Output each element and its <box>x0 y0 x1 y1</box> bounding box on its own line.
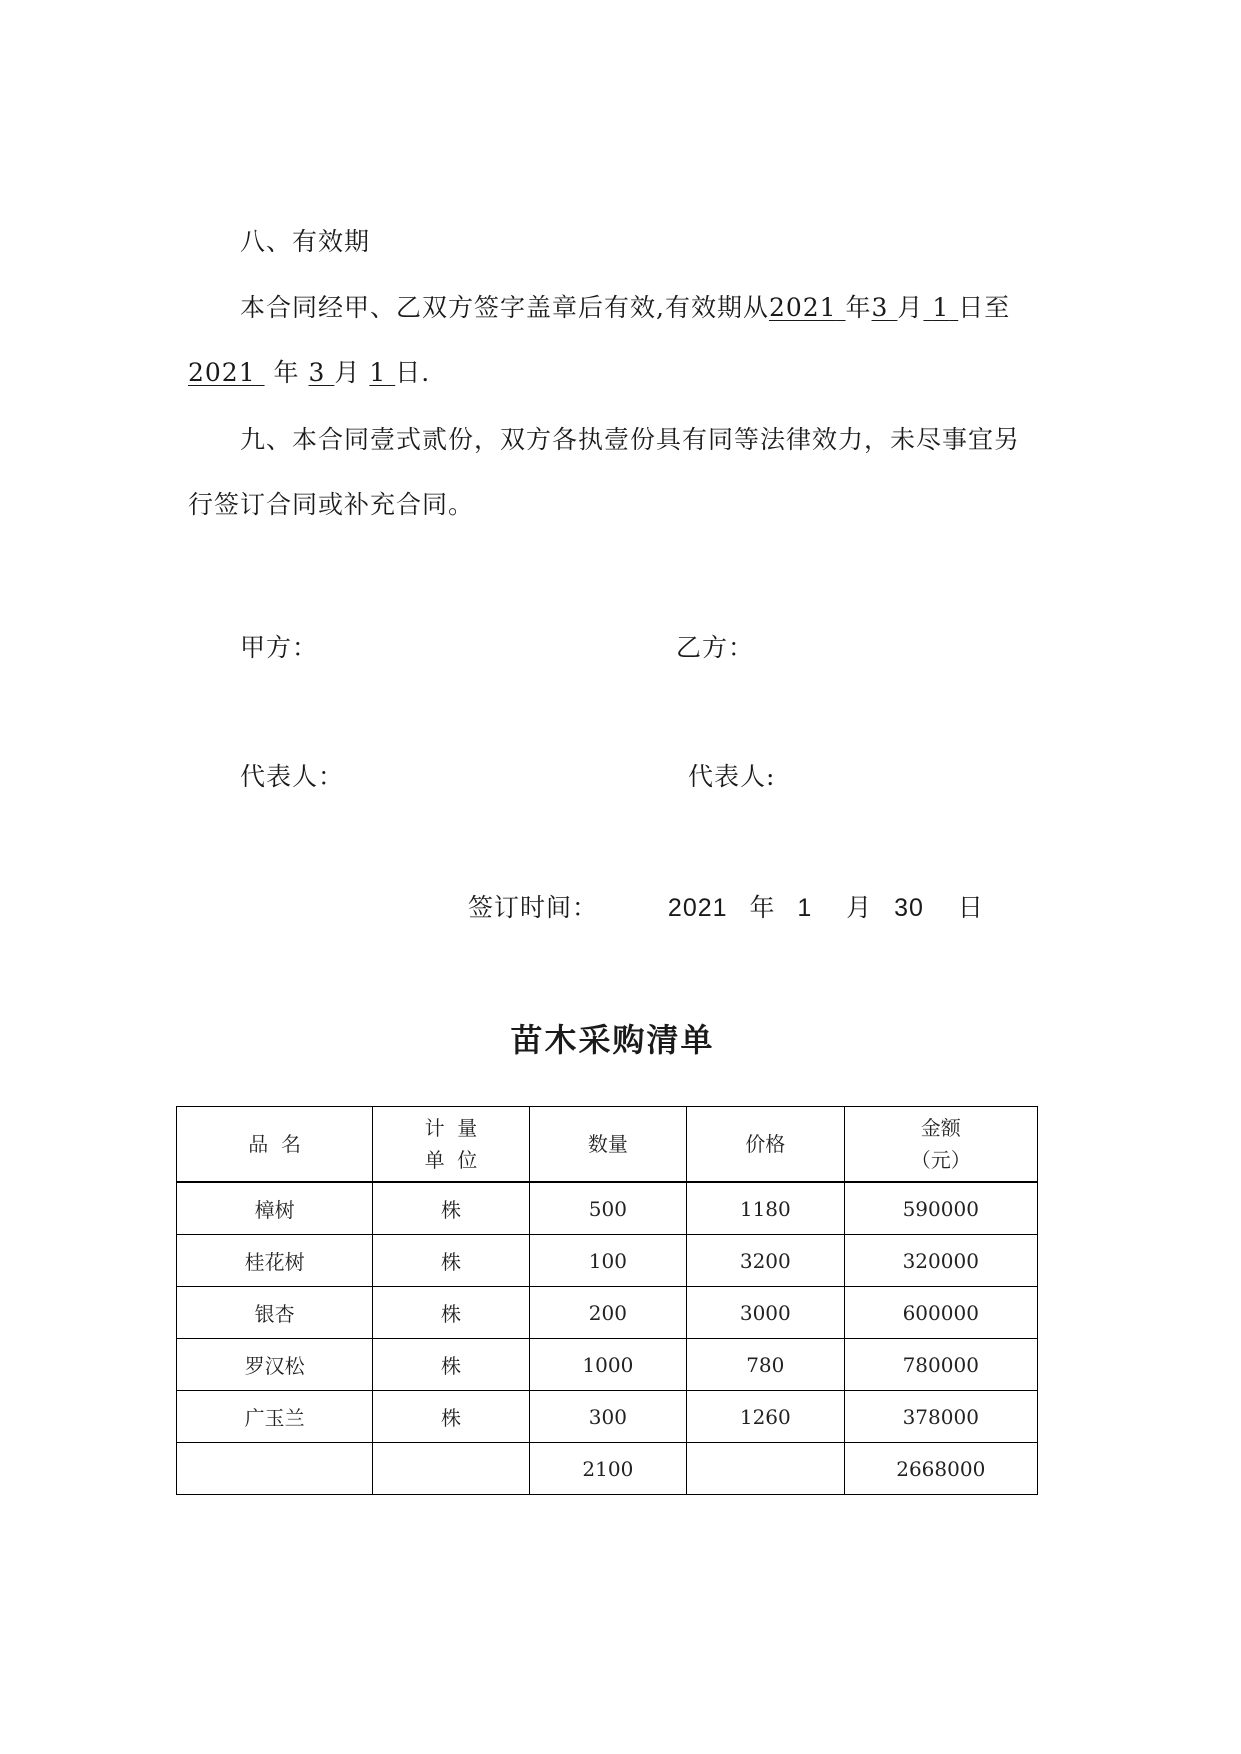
header-unit <box>373 1107 529 1183</box>
cell-quantity: 500 <box>529 1182 686 1235</box>
sign-time-label: 签订时间： <box>468 893 599 922</box>
clause9-line1: 九、本合同壹式贰份，双方各执壹份具有同等法律效力，未尽事宜另 <box>240 425 1021 454</box>
cell-price: 3200 <box>687 1235 844 1287</box>
sign-year-char: 年 <box>749 893 776 922</box>
total-name <box>177 1443 373 1495</box>
sign-time <box>468 892 984 924</box>
table-row <box>177 1235 1038 1287</box>
cell-amount: 320000 <box>844 1235 1037 1287</box>
header-amount-line2: （元） <box>910 1148 971 1172</box>
cell-amount: 378000 <box>844 1391 1037 1443</box>
total-unit <box>373 1443 529 1495</box>
cell-name: 樟树 <box>177 1182 373 1235</box>
table-row <box>177 1391 1038 1443</box>
cell-quantity: 100 <box>529 1235 686 1287</box>
sign-month: 1 <box>797 894 813 922</box>
cell-unit: 株 <box>373 1182 529 1235</box>
cell-amount: 590000 <box>844 1182 1037 1235</box>
header-unit-line2: 单 位 <box>424 1148 478 1172</box>
sign-day: 30 <box>894 894 924 922</box>
table-row <box>177 1287 1038 1339</box>
rep-b-label: 代表人: <box>688 762 776 791</box>
cell-name: 广玉兰 <box>177 1391 373 1443</box>
sign-day-char: 日 <box>957 893 984 922</box>
cell-unit: 株 <box>373 1339 529 1391</box>
rep-a-label: 代表人： <box>240 762 345 791</box>
cell-price: 1260 <box>687 1391 844 1443</box>
clause8-end-day: 1 <box>369 358 387 387</box>
cell-unit: 株 <box>373 1287 529 1339</box>
cell-quantity: 300 <box>529 1391 686 1443</box>
cell-quantity: 200 <box>529 1287 686 1339</box>
cell-name: 桂花树 <box>177 1235 373 1287</box>
cell-name: 银杏 <box>177 1287 373 1339</box>
party-a-label: 甲方： <box>240 633 319 662</box>
cell-amount: 600000 <box>844 1287 1037 1339</box>
clause8-text-prefix: 本合同经甲、乙双方签字盖章后有效,有效期从 <box>240 293 769 322</box>
cell-amount: 780000 <box>844 1339 1037 1391</box>
header-price: 价格 <box>687 1107 844 1183</box>
sign-year: 2021 <box>667 894 728 922</box>
clause8-end-year-char: 年 <box>273 358 300 387</box>
table-row <box>177 1182 1038 1235</box>
table-total-row <box>177 1443 1038 1495</box>
clause8-end-year: 2021 <box>188 358 256 387</box>
cell-name: 罗汉松 <box>177 1339 373 1391</box>
clause8-end-month: 3 <box>308 358 326 387</box>
purchase-list-title: 苗木采购清单 <box>510 1021 715 1059</box>
purchase-list-table <box>176 1106 1038 1495</box>
cell-price: 780 <box>687 1339 844 1391</box>
total-amount: 2668000 <box>844 1443 1037 1495</box>
cell-unit: 株 <box>373 1235 529 1287</box>
total-price <box>687 1443 844 1495</box>
header-amount-line1: 金额 <box>920 1116 961 1140</box>
clause8-end-day-char: 日. <box>395 358 431 387</box>
clause8-start-day: 1 <box>932 293 950 322</box>
clause9-line2: 行签订合同或补充合同。 <box>188 490 475 519</box>
header-name: 品 名 <box>177 1107 373 1183</box>
clause8-day-to: 日至 <box>958 293 1011 322</box>
cell-unit: 株 <box>373 1391 529 1443</box>
clause8-year-char: 年 <box>845 293 872 322</box>
table-row <box>177 1339 1038 1391</box>
clause8-heading: 八、有效期 <box>240 227 371 256</box>
header-amount <box>844 1107 1037 1183</box>
cell-quantity: 1000 <box>529 1339 686 1391</box>
clause8-text-line2 <box>188 357 430 389</box>
table-header-row <box>177 1107 1038 1183</box>
cell-price: 3000 <box>687 1287 844 1339</box>
clause8-text-line1 <box>240 292 1010 324</box>
header-quantity: 数量 <box>529 1107 686 1183</box>
clause8-start-month: 3 <box>871 293 889 322</box>
cell-price: 1180 <box>687 1182 844 1235</box>
header-unit-line1: 计 量 <box>424 1116 478 1140</box>
clause8-end-month-char: 月 <box>334 358 361 387</box>
party-b-label: 乙方： <box>676 633 755 662</box>
clause8-month-char: 月 <box>897 293 924 322</box>
clause8-start-year: 2021 <box>768 293 837 322</box>
total-quantity: 2100 <box>529 1443 686 1495</box>
sign-month-char: 月 <box>846 893 873 922</box>
